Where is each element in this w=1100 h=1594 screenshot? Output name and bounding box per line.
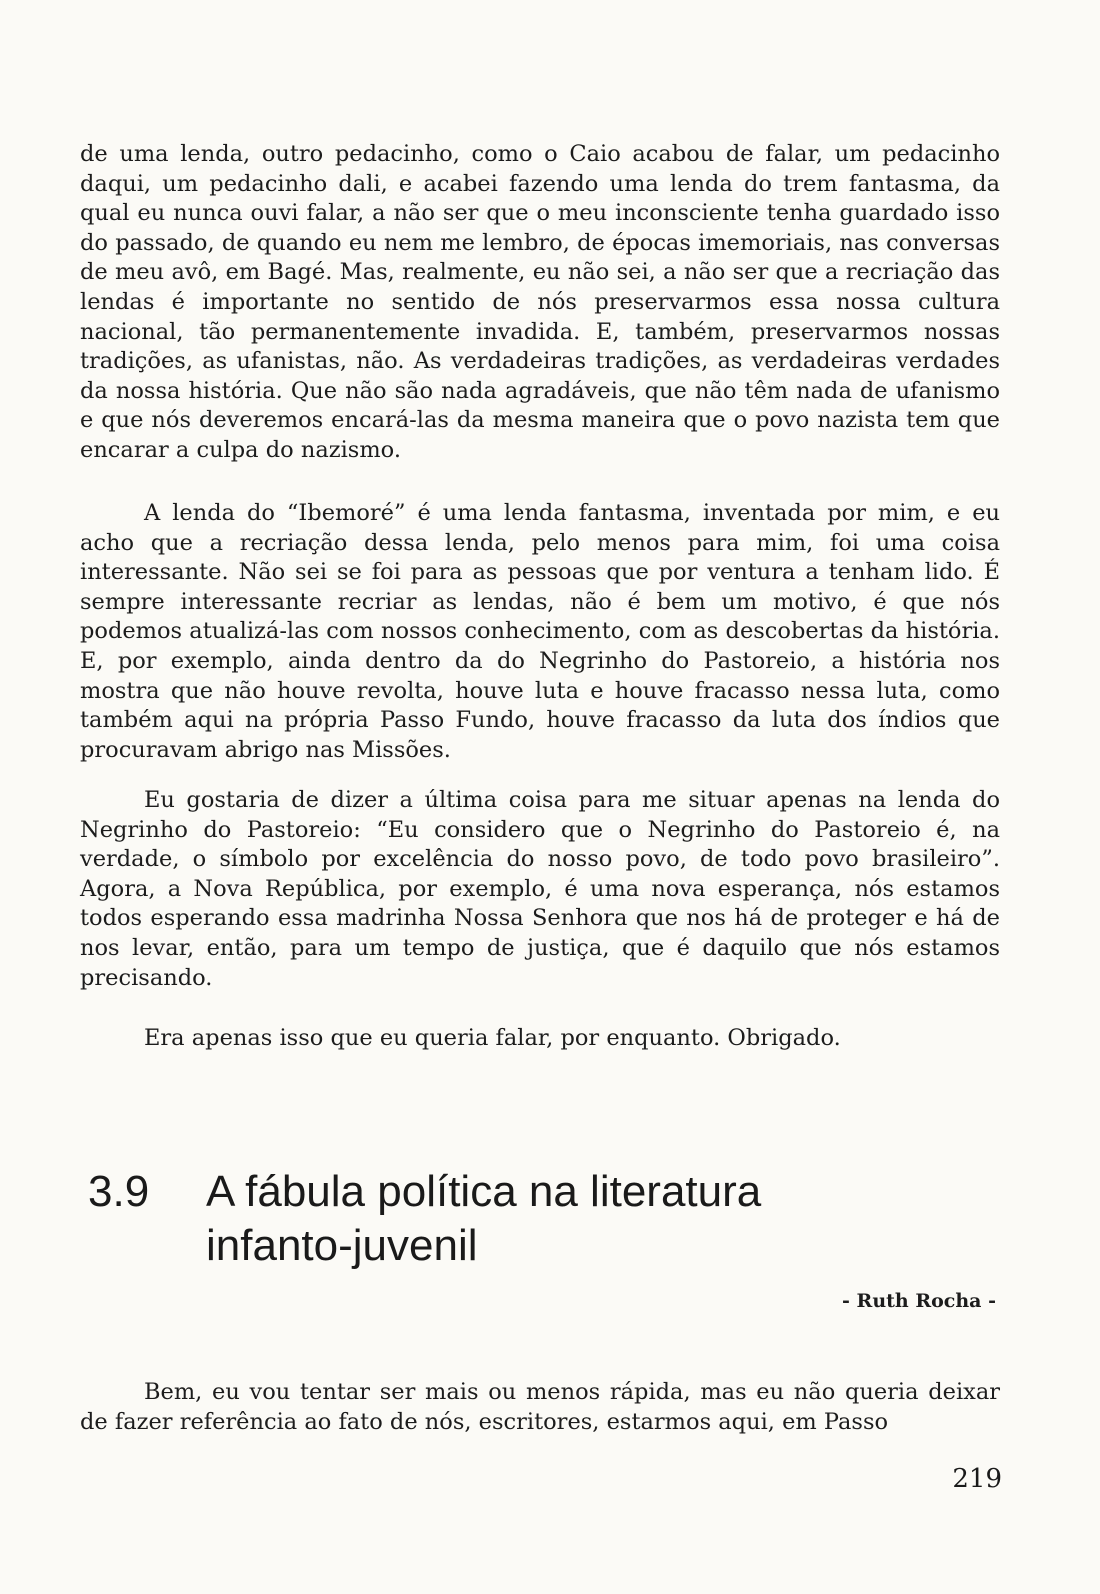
page-number: 219 [952, 1464, 1002, 1494]
section-number: 3.9 [88, 1167, 150, 1216]
paragraph-lenda-ibemore: A lenda do “Ibemoré” é uma lenda fantasma, inventada por mim, e eu acho que a recriação dessa lenda, pelo menos para mim, foi uma coisa interessante. Não sei se foi para as pessoas que por ventura a tenham lido. É sempre interessante recriar as lendas, não é bem um motivo, é que nós podemos atualizá-las com nossos conhecimento, com as descobertas da história. E, por exemplo, ainda dentro da do Negrinho do Pastoreio, a história nos mostra que não houve revolta, houve luta e houve fracasso nessa luta, como também aqui na própria Passo Fundo, houve fracasso da luta dos índios que procuravam abrigo nas Missões. [80, 500, 1000, 763]
author-name: - Ruth Rocha - [842, 1290, 996, 1312]
paragraph-ruth-rocha-intro: Bem, eu vou tentar ser mais ou menos rápida, mas eu não queria deixar de fazer referência ao fato de nós, escritores, estarmos aqui, em Passo [80, 1379, 1000, 1435]
section-heading [88, 1165, 988, 1273]
section-title-line-1: A fábula política na literatura [206, 1167, 762, 1216]
paragraph-trem-fantasma: de uma lenda, outro pedacinho, como o Caio acabou de falar, um pedacinho daqui, um pedacinho dali, e acabei fazendo uma lenda do trem fantasma, da qual eu nunca ouvi falar, a não ser que o meu inconsciente tenha guardado isso do passado, de quando eu nem me lembro, de épocas imemoriais, nas conversas de meu avô, em Bagé. Mas, realmente, eu não sei, a não ser que a recriação das lendas é importante no sentido de nós preservarmos essa nossa cultura nacional, tão permanentemente invadida. E, também, preservarmos nossas tradições, as ufanistas, não. As verdadeiras tradições, as verdadeiras verdades da nossa história. Que não são nada agradáveis, que não têm nada de ufanismo e que nós deveremos encará-las da mesma maneira que o povo nazista tem que encarar a culpa do nazismo. [80, 141, 1000, 463]
section-title [206, 1165, 988, 1273]
paragraph-negrinho-pastoreio: Eu gostaria de dizer a última coisa para me situar apenas na lenda do Negrinho do Pastoreio: “Eu considero que o Negrinho do Pastoreio é, na verdade, o símbolo por excelência do nosso povo, de todo povo brasileiro”. Agora, a Nova República, por exemplo, é uma nova esperança, nós estamos todos esperando essa madrinha Nossa Senhora que nos há de proteger e há de nos levar, então, para um tempo de justiça, que é daquilo que nós estamos precisando. [80, 787, 1000, 991]
paragraph-closing: Era apenas isso que eu queria falar, por enquanto. Obrigado. [144, 1025, 841, 1051]
section-title-line-2: infanto-juvenil [206, 1221, 478, 1270]
